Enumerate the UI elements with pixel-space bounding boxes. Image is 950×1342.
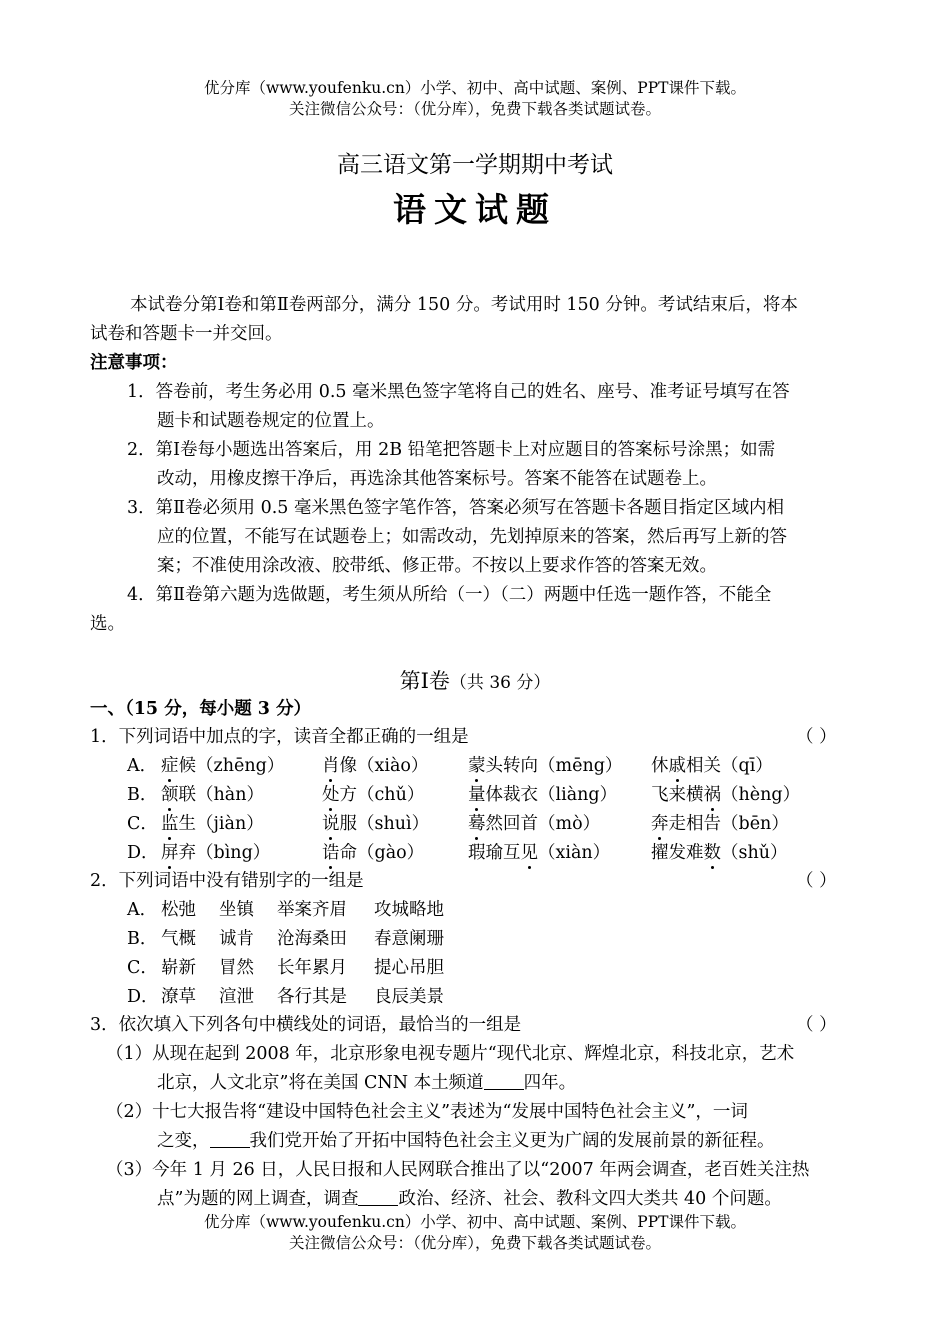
q2-option-label: A． bbox=[127, 900, 158, 920]
q1-option-word bbox=[161, 781, 264, 806]
word-text: 方（chǔ） bbox=[339, 785, 425, 805]
word-text: （shǔ） bbox=[721, 843, 788, 863]
word-text: 相关（qī） bbox=[686, 756, 773, 776]
dotted-char: 症 bbox=[161, 752, 179, 777]
q2-option-word: 沧海桑田 bbox=[277, 929, 347, 949]
q2-option-word: 各行其是 bbox=[277, 987, 347, 1007]
q1-option-word bbox=[322, 752, 428, 777]
q3-s3-text-end: 政治、经济、社会、教科文四大类共 40 个问题。 bbox=[398, 1189, 782, 1209]
q1-option-word bbox=[468, 781, 617, 806]
q2-option-label: B． bbox=[127, 929, 158, 949]
note-line: 改动，用橡皮擦干净后，再选涂其他答案标号。答案不能答在试题卷上。 bbox=[157, 469, 717, 489]
q3-blank-1 bbox=[484, 1073, 524, 1090]
word-text: 休 bbox=[651, 756, 669, 776]
note-line: 应的位置，不能写在试题卷上；如需改动，先划掉原来的答案，然后再写上新的答 bbox=[157, 527, 787, 547]
q2-option-label: D． bbox=[127, 987, 159, 1007]
word-text: 然回首（mò） bbox=[485, 814, 601, 834]
q2-option-word: 坐镇 bbox=[219, 900, 254, 920]
intro-line-2: 试卷和答题卡一并交回。 bbox=[90, 324, 283, 344]
q3-sentence-3-cont bbox=[157, 1185, 782, 1210]
q2-option-word: 提心吊胆 bbox=[374, 958, 444, 978]
q2-option-word: 松弛 bbox=[161, 900, 196, 920]
word-text: 候（zhēng） bbox=[178, 756, 285, 776]
q1-option-word bbox=[468, 752, 622, 777]
section-score: （共 36 分） bbox=[449, 673, 551, 693]
exam-title: 语文试题 bbox=[393, 190, 557, 229]
note-line: 题卡和试题卷规定的位置上。 bbox=[157, 411, 385, 431]
dotted-char: 蓦 bbox=[468, 810, 486, 835]
dotted-char: 说 bbox=[322, 810, 340, 835]
q3-blank-3 bbox=[358, 1189, 398, 1206]
word-text: 飞来横 bbox=[651, 785, 704, 805]
q1-option-word bbox=[651, 810, 789, 835]
section-title: 第Ⅰ卷 bbox=[399, 669, 450, 693]
word-text: 像（xiào） bbox=[339, 756, 429, 776]
dotted-char: 诰 bbox=[322, 839, 340, 864]
intro-line-1: 本试卷分第Ⅰ卷和第Ⅱ卷两部分，满分 150 分。考试用时 150 分钟。考试结束后，将本 bbox=[130, 295, 798, 315]
section-heading bbox=[0, 665, 950, 695]
q3-blank-2 bbox=[210, 1131, 250, 1148]
q2-option-word: 冒然 bbox=[219, 958, 254, 978]
q3-sentence-2: （2）十七大报告将“建设中国特色社会主义”表述为“发展中国特色社会主义”，一词 bbox=[106, 1102, 748, 1122]
q2-option-word: 诚肯 bbox=[219, 929, 254, 949]
note-line: 1．答卷前，考生务必用 0.5 毫米黑色签字笔将自己的姓名、座号、准考证号填写在答 bbox=[127, 382, 790, 402]
q2-option-word: 攻城略地 bbox=[374, 900, 444, 920]
q3-s3-text: 点”为题的网上调查，调查 bbox=[157, 1189, 359, 1209]
word-text: 瑕瑜互 bbox=[468, 843, 521, 863]
word-text: 体裁衣（liàng） bbox=[485, 785, 618, 805]
word-text: （hèng） bbox=[721, 785, 801, 805]
word-text: 头转向（mēng） bbox=[485, 756, 623, 776]
q1-option-word bbox=[161, 810, 264, 835]
header-line-2: 关注微信公众号：（优分库），免费下载各类试题试卷。 bbox=[288, 100, 661, 118]
note-line: 案；不准使用涂改液、胶带纸、修正带。不按以上要求作答的答案无效。 bbox=[157, 556, 717, 576]
q2-option-label: C． bbox=[127, 958, 158, 978]
dotted-char: 戚 bbox=[669, 752, 687, 777]
q2-option-word: 良辰美景 bbox=[374, 987, 444, 1007]
q1-option-word bbox=[161, 752, 284, 777]
q1-option-word bbox=[161, 839, 270, 864]
dotted-char: 数 bbox=[704, 839, 722, 864]
q2-option-word: 长年累月 bbox=[277, 958, 347, 978]
word-text: 擢发难 bbox=[651, 843, 704, 863]
q1-option-word bbox=[651, 839, 788, 864]
q3-s2-text: 之变， bbox=[157, 1131, 210, 1151]
q1-option-label: B． bbox=[127, 785, 158, 805]
dotted-char: 量 bbox=[468, 781, 486, 806]
q1-option-word bbox=[468, 839, 610, 864]
q3-s1-text-end: 四年。 bbox=[523, 1073, 577, 1093]
q1-option-word bbox=[322, 810, 429, 835]
word-text: 走相告（bēn） bbox=[668, 814, 789, 834]
q3-sentence-3: （3）今年 1 月 26 日，人民日报和人民网联合推出了以“2007 年两会调查，老百姓关注热 bbox=[106, 1160, 810, 1180]
q3-sentence-1: （1）从现在起到 2008 年，北京形象电视专题片“现代北京、辉煌北京，科技北京，艺术 bbox=[106, 1044, 795, 1064]
notes-heading: 注意事项： bbox=[90, 353, 178, 373]
word-text: 弃（bìng） bbox=[178, 843, 271, 863]
note-line: 2．第Ⅰ卷每小题选出答案后，用 2B 铅笔把答题卡上对应题目的答案标号涂黑；如需 bbox=[127, 440, 776, 460]
header-line-1: 优分库（www.youfenku.cn）小学、初中、高中试题、案例、PPT课件下载。 bbox=[203, 79, 747, 97]
dotted-char: 祸 bbox=[704, 781, 722, 806]
q3-sentence-1-cont bbox=[157, 1069, 576, 1094]
q3-stem: 3．依次填入下列各句中横线处的词语，最恰当的一组是 bbox=[90, 1015, 522, 1035]
dotted-char: 蒙 bbox=[468, 752, 486, 777]
part-heading: 一、（15 分，每小题 3 分） bbox=[90, 699, 312, 719]
q1-option-label: A． bbox=[127, 756, 158, 776]
q2-option-word: 气概 bbox=[161, 929, 196, 949]
dotted-char: 见 bbox=[521, 839, 539, 864]
word-text: 服（shuì） bbox=[339, 814, 430, 834]
q3-s1-text: 北京，人文北京”将在美国 CNN 本土频道 bbox=[157, 1073, 484, 1093]
footer-line-1: 优分库（www.youfenku.cn）小学、初中、高中试题、案例、PPT课件下载。 bbox=[203, 1213, 747, 1231]
q1-answer-paren: （ ） bbox=[796, 727, 837, 747]
note-line: 选。 bbox=[90, 614, 125, 634]
q1-option-label: D． bbox=[127, 843, 159, 863]
q2-option-word: 崭新 bbox=[161, 958, 196, 978]
q1-option-word bbox=[322, 839, 424, 864]
q3-answer-paren: （ ） bbox=[796, 1015, 837, 1035]
word-text: （xiàn） bbox=[538, 843, 611, 863]
note-line: 3．第Ⅱ卷必须用 0.5 毫米黑色签字笔作答，答案必须写在答题卡各题目指定区域内相 bbox=[127, 498, 784, 518]
q1-option-word bbox=[322, 781, 424, 806]
dotted-char: 奔 bbox=[651, 810, 669, 835]
q2-option-word: 举案齐眉 bbox=[277, 900, 347, 920]
q1-stem: 1．下列词语中加点的字，读音全都正确的一组是 bbox=[90, 727, 469, 747]
word-text: 命（gào） bbox=[339, 843, 425, 863]
word-text: 生（jiàn） bbox=[178, 814, 264, 834]
q1-option-word bbox=[651, 752, 773, 777]
q2-option-word: 春意阑珊 bbox=[374, 929, 444, 949]
q3-sentence-2-cont bbox=[157, 1127, 775, 1152]
dotted-char: 处 bbox=[322, 781, 340, 806]
dotted-char: 监 bbox=[161, 810, 179, 835]
q2-answer-paren: （ ） bbox=[796, 871, 837, 891]
q2-option-word: 渲泄 bbox=[219, 987, 254, 1007]
q1-option-word bbox=[468, 810, 600, 835]
q2-option-word: 潦草 bbox=[161, 987, 196, 1007]
q2-stem: 2．下列词语中没有错别字的一组是 bbox=[90, 871, 364, 891]
dotted-char: 颔 bbox=[161, 781, 179, 806]
dotted-char: 肖 bbox=[322, 752, 340, 777]
dotted-char: 屏 bbox=[161, 839, 179, 864]
note-line: 4．第Ⅱ卷第六题为选做题，考生须从所给（一）（二）两题中任选一题作答，不能全 bbox=[127, 585, 772, 605]
q3-s2-text-end: 我们党开始了开拓中国特色社会主义更为广阔的发展前景的新征程。 bbox=[249, 1131, 775, 1151]
word-text: 联（hàn） bbox=[178, 785, 264, 805]
exam-subtitle: 高三语文第一学期期中考试 bbox=[337, 152, 613, 178]
footer-line-2: 关注微信公众号：（优分库），免费下载各类试题试卷。 bbox=[288, 1234, 661, 1252]
q1-option-word bbox=[651, 781, 800, 806]
q1-option-label: C． bbox=[127, 814, 158, 834]
